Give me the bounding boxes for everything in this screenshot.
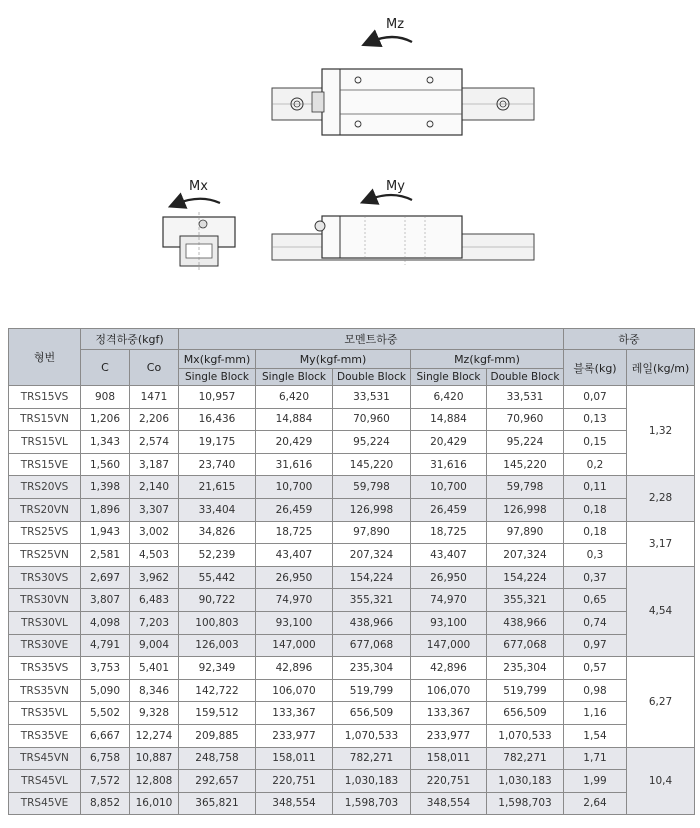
co-cell: 16,010 (130, 792, 179, 815)
diagram-area (0, 0, 700, 325)
my-double-cell: 782,271 (333, 747, 411, 770)
table-row (9, 453, 695, 476)
my-single-cell: 93,100 (256, 611, 333, 634)
co-cell: 3,002 (130, 521, 179, 544)
block-weight-cell: 0,18 (564, 521, 627, 544)
block-weight-cell: 1,54 (564, 724, 627, 747)
header-mz-single: Single Block (411, 369, 487, 386)
c-cell: 1,896 (81, 498, 130, 521)
model-cell: TRS30VS (9, 566, 81, 589)
rail-weight-cell: 6,27 (627, 657, 695, 747)
my-double-cell: 145,220 (333, 453, 411, 476)
rail-weight-cell: 10,4 (627, 747, 695, 815)
mx-single-cell: 142,722 (179, 679, 256, 702)
mx-single-cell: 159,512 (179, 702, 256, 725)
block-weight-cell: 0,11 (564, 476, 627, 499)
table-header (9, 329, 695, 386)
mz-double-cell: 33,531 (487, 386, 564, 409)
model-cell: TRS20VN (9, 498, 81, 521)
my-double-cell: 1,030,183 (333, 770, 411, 793)
mz-single-cell: 43,407 (411, 544, 487, 567)
linear-guide-diagrams (0, 0, 700, 325)
mz-single-cell: 133,367 (411, 702, 487, 725)
mx-single-cell: 16,436 (179, 408, 256, 431)
model-cell: TRS25VN (9, 544, 81, 567)
table-body (9, 386, 695, 815)
mx-single-cell: 21,615 (179, 476, 256, 499)
mz-double-cell: 97,890 (487, 521, 564, 544)
mz-single-cell: 106,070 (411, 679, 487, 702)
co-cell: 2,206 (130, 408, 179, 431)
end-view-diagram (163, 199, 235, 270)
my-single-cell: 106,070 (256, 679, 333, 702)
table-row (9, 386, 695, 409)
mz-single-cell: 26,459 (411, 498, 487, 521)
table-row (9, 521, 695, 544)
header-mz: Mz(kgf-mm) (411, 350, 564, 369)
block-weight-cell: 0,07 (564, 386, 627, 409)
mx-single-cell: 292,657 (179, 770, 256, 793)
block-weight-cell: 1,71 (564, 747, 627, 770)
header-mx: Mx(kgf-mm) (179, 350, 256, 369)
my-double-cell: 438,966 (333, 611, 411, 634)
table-row (9, 770, 695, 793)
my-single-cell: 26,459 (256, 498, 333, 521)
mz-double-cell: 656,509 (487, 702, 564, 725)
mx-label: Mx (189, 179, 208, 194)
mz-double-cell: 677,068 (487, 634, 564, 657)
my-single-cell: 220,751 (256, 770, 333, 793)
model-cell: TRS45VE (9, 792, 81, 815)
mz-single-cell: 74,970 (411, 589, 487, 612)
co-cell: 3,307 (130, 498, 179, 521)
my-single-cell: 43,407 (256, 544, 333, 567)
my-single-cell: 18,725 (256, 521, 333, 544)
mz-single-cell: 18,725 (411, 521, 487, 544)
block-weight-cell: 0,97 (564, 634, 627, 657)
my-double-cell: 1,070,533 (333, 724, 411, 747)
table-row (9, 792, 695, 815)
header-rail-kg: 레일(kg/m) (627, 350, 695, 386)
table-row (9, 566, 695, 589)
table-row (9, 544, 695, 567)
mz-double-cell: 1,070,533 (487, 724, 564, 747)
mx-single-cell: 92,349 (179, 657, 256, 680)
model-cell: TRS35VN (9, 679, 81, 702)
header-my: My(kgf-mm) (256, 350, 411, 369)
rail-weight-cell: 1,32 (627, 386, 695, 476)
my-single-cell: 26,950 (256, 566, 333, 589)
mz-double-cell: 355,321 (487, 589, 564, 612)
block-weight-cell: 0,74 (564, 611, 627, 634)
mx-single-cell: 23,740 (179, 453, 256, 476)
my-double-cell: 59,798 (333, 476, 411, 499)
c-cell: 3,807 (81, 589, 130, 612)
my-single-cell: 6,420 (256, 386, 333, 409)
header-my-double: Double Block (333, 369, 411, 386)
table-row (9, 611, 695, 634)
c-cell: 3,753 (81, 657, 130, 680)
header-co: Co (130, 350, 179, 386)
mx-single-cell: 10,957 (179, 386, 256, 409)
mz-single-cell: 42,896 (411, 657, 487, 680)
model-cell: TRS30VE (9, 634, 81, 657)
my-single-cell: 74,970 (256, 589, 333, 612)
block-weight-cell: 0,65 (564, 589, 627, 612)
block-weight-cell: 0,98 (564, 679, 627, 702)
c-cell: 5,090 (81, 679, 130, 702)
co-cell: 8,346 (130, 679, 179, 702)
my-double-cell: 1,598,703 (333, 792, 411, 815)
co-cell: 2,140 (130, 476, 179, 499)
model-cell: TRS15VL (9, 431, 81, 454)
block-weight-cell: 0,13 (564, 408, 627, 431)
table-row (9, 702, 695, 725)
mx-single-cell: 19,175 (179, 431, 256, 454)
block-weight-cell: 0,15 (564, 431, 627, 454)
my-double-cell: 154,224 (333, 566, 411, 589)
model-cell: TRS35VL (9, 702, 81, 725)
mz-single-cell: 93,100 (411, 611, 487, 634)
mz-single-cell: 26,950 (411, 566, 487, 589)
c-cell: 4,098 (81, 611, 130, 634)
co-cell: 12,808 (130, 770, 179, 793)
co-cell: 3,962 (130, 566, 179, 589)
mx-single-cell: 55,442 (179, 566, 256, 589)
my-single-cell: 158,011 (256, 747, 333, 770)
co-cell: 12,274 (130, 724, 179, 747)
my-single-cell: 42,896 (256, 657, 333, 680)
spec-table-wrapper (8, 328, 694, 815)
co-cell: 9,004 (130, 634, 179, 657)
block-weight-cell: 2,64 (564, 792, 627, 815)
my-single-cell: 233,977 (256, 724, 333, 747)
header-moment-load: 모멘트하중 (179, 329, 564, 350)
mz-single-cell: 220,751 (411, 770, 487, 793)
mz-double-cell: 126,998 (487, 498, 564, 521)
model-cell: TRS45VN (9, 747, 81, 770)
co-cell: 7,203 (130, 611, 179, 634)
my-double-cell: 95,224 (333, 431, 411, 454)
rail-weight-cell: 4,54 (627, 566, 695, 656)
c-cell: 2,581 (81, 544, 130, 567)
mx-single-cell: 52,239 (179, 544, 256, 567)
mz-double-cell: 145,220 (487, 453, 564, 476)
mz-single-cell: 31,616 (411, 453, 487, 476)
my-double-cell: 70,960 (333, 408, 411, 431)
c-cell: 6,667 (81, 724, 130, 747)
mz-double-cell: 438,966 (487, 611, 564, 634)
mx-single-cell: 365,821 (179, 792, 256, 815)
header-mx-single: Single Block (179, 369, 256, 386)
mz-single-cell: 233,977 (411, 724, 487, 747)
table-row (9, 589, 695, 612)
my-double-cell: 126,998 (333, 498, 411, 521)
model-cell: TRS20VS (9, 476, 81, 499)
mz-double-cell: 519,799 (487, 679, 564, 702)
c-cell: 4,791 (81, 634, 130, 657)
my-double-cell: 235,304 (333, 657, 411, 680)
model-cell: TRS35VS (9, 657, 81, 680)
mz-single-cell: 6,420 (411, 386, 487, 409)
my-single-cell: 348,554 (256, 792, 333, 815)
co-cell: 10,887 (130, 747, 179, 770)
header-c: C (81, 350, 130, 386)
block-weight-cell: 0,3 (564, 544, 627, 567)
spec-table (8, 328, 695, 815)
mz-single-cell: 147,000 (411, 634, 487, 657)
mz-single-cell: 14,884 (411, 408, 487, 431)
model-cell: TRS15VS (9, 386, 81, 409)
c-cell: 1,398 (81, 476, 130, 499)
my-single-cell: 147,000 (256, 634, 333, 657)
mz-double-cell: 235,304 (487, 657, 564, 680)
my-double-cell: 677,068 (333, 634, 411, 657)
header-model: 형번 (9, 329, 81, 386)
mz-single-cell: 348,554 (411, 792, 487, 815)
rail-weight-cell: 2,28 (627, 476, 695, 521)
my-double-cell: 207,324 (333, 544, 411, 567)
c-cell: 908 (81, 386, 130, 409)
header-weight: 하중 (564, 329, 695, 350)
my-double-cell: 355,321 (333, 589, 411, 612)
c-cell: 7,572 (81, 770, 130, 793)
c-cell: 8,852 (81, 792, 130, 815)
my-single-cell: 10,700 (256, 476, 333, 499)
table-row (9, 498, 695, 521)
header-mz-double: Double Block (487, 369, 564, 386)
my-single-cell: 20,429 (256, 431, 333, 454)
mx-single-cell: 90,722 (179, 589, 256, 612)
mz-single-cell: 158,011 (411, 747, 487, 770)
model-cell: TRS30VN (9, 589, 81, 612)
mz-double-cell: 207,324 (487, 544, 564, 567)
mz-double-cell: 782,271 (487, 747, 564, 770)
my-double-cell: 656,509 (333, 702, 411, 725)
table-row (9, 679, 695, 702)
mx-single-cell: 100,803 (179, 611, 256, 634)
mz-label: Mz (386, 17, 405, 32)
table-row (9, 747, 695, 770)
mx-single-cell: 33,404 (179, 498, 256, 521)
rail-weight-cell: 3,17 (627, 521, 695, 566)
my-single-cell: 14,884 (256, 408, 333, 431)
block-weight-cell: 0,57 (564, 657, 627, 680)
co-cell: 3,187 (130, 453, 179, 476)
mz-double-cell: 95,224 (487, 431, 564, 454)
model-cell: TRS30VL (9, 611, 81, 634)
co-cell: 2,574 (130, 431, 179, 454)
co-cell: 9,328 (130, 702, 179, 725)
my-double-cell: 97,890 (333, 521, 411, 544)
model-cell: TRS15VE (9, 453, 81, 476)
mx-single-cell: 248,758 (179, 747, 256, 770)
mx-single-cell: 34,826 (179, 521, 256, 544)
mz-double-cell: 1,030,183 (487, 770, 564, 793)
model-cell: TRS15VN (9, 408, 81, 431)
table-row (9, 724, 695, 747)
block-weight-cell: 0,2 (564, 453, 627, 476)
mz-double-cell: 154,224 (487, 566, 564, 589)
block-weight-cell: 0,37 (564, 566, 627, 589)
header-block-kg: 블록(kg) (564, 350, 627, 386)
co-cell: 6,483 (130, 589, 179, 612)
my-single-cell: 31,616 (256, 453, 333, 476)
my-label: My (386, 179, 405, 194)
c-cell: 2,697 (81, 566, 130, 589)
top-view-diagram (272, 37, 534, 135)
c-cell: 1,943 (81, 521, 130, 544)
header-static-load: 정격하중(kgf) (81, 329, 179, 350)
side-view-diagram (272, 195, 534, 265)
c-cell: 1,343 (81, 431, 130, 454)
model-cell: TRS25VS (9, 521, 81, 544)
model-cell: TRS45VL (9, 770, 81, 793)
mz-single-cell: 10,700 (411, 476, 487, 499)
co-cell: 1471 (130, 386, 179, 409)
c-cell: 5,502 (81, 702, 130, 725)
table-row (9, 634, 695, 657)
my-double-cell: 519,799 (333, 679, 411, 702)
mz-double-cell: 70,960 (487, 408, 564, 431)
c-cell: 1,206 (81, 408, 130, 431)
mz-single-cell: 20,429 (411, 431, 487, 454)
block-weight-cell: 1,99 (564, 770, 627, 793)
model-cell: TRS35VE (9, 724, 81, 747)
table-row (9, 657, 695, 680)
my-single-cell: 133,367 (256, 702, 333, 725)
co-cell: 4,503 (130, 544, 179, 567)
mx-single-cell: 209,885 (179, 724, 256, 747)
block-weight-cell: 0,18 (564, 498, 627, 521)
table-row (9, 431, 695, 454)
c-cell: 6,758 (81, 747, 130, 770)
my-double-cell: 33,531 (333, 386, 411, 409)
header-my-single: Single Block (256, 369, 333, 386)
c-cell: 1,560 (81, 453, 130, 476)
table-row (9, 476, 695, 499)
table-row (9, 408, 695, 431)
block-weight-cell: 1,16 (564, 702, 627, 725)
co-cell: 5,401 (130, 657, 179, 680)
mz-double-cell: 59,798 (487, 476, 564, 499)
mx-single-cell: 126,003 (179, 634, 256, 657)
mz-double-cell: 1,598,703 (487, 792, 564, 815)
